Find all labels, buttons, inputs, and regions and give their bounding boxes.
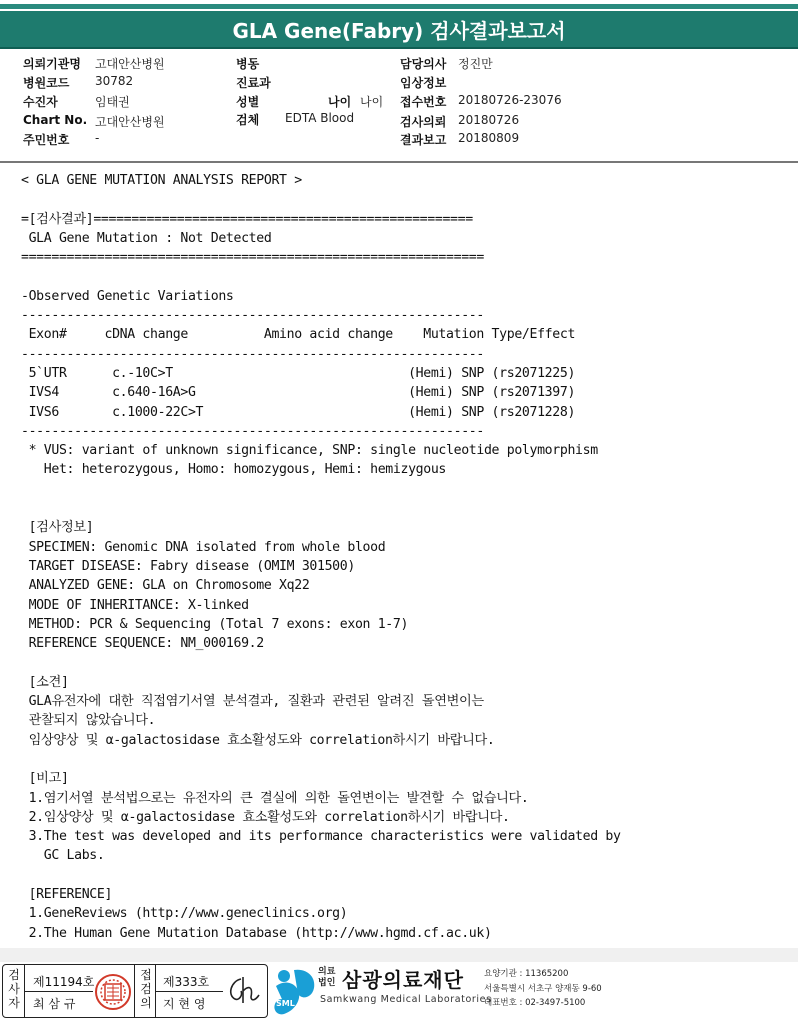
footer-band — [0, 948, 798, 962]
report-line: ============================================================= — [21, 250, 484, 266]
report-line: 관찰되지 않았습니다. — [21, 713, 156, 729]
org-contact — [484, 967, 602, 1011]
doctor-label: 담당의사 — [400, 57, 447, 71]
checker-license: 제333호 — [163, 975, 210, 989]
report-line — [21, 190, 781, 209]
report-line: SPECIMEN: Genomic DNA isolated from whole blood — [21, 539, 386, 555]
report-line — [21, 653, 781, 672]
report-line: 3.The test was developed and its performance characteristics were validated by — [21, 829, 621, 845]
request-date-value: 20180726 — [458, 113, 520, 127]
patient-value: 임태권 — [95, 95, 130, 109]
doctor-value: 정진만 — [458, 57, 493, 71]
examiner-name: 최 삼 규 — [33, 997, 76, 1011]
report-line: =[검사결과]================================================== — [21, 211, 473, 227]
top-accent-rule — [0, 4, 798, 9]
examiner-license: 제11194호 — [33, 975, 95, 989]
examiner-vertical-label: 검 사 자 — [8, 968, 20, 1010]
svg-text:SML: SML — [276, 999, 295, 1008]
title-underline — [0, 47, 798, 49]
report-line: MODE OF INHERITANCE: X-linked — [21, 597, 249, 613]
specimen-label: 검체 — [236, 113, 260, 127]
report-line: [검사정보] — [21, 520, 94, 536]
info-row — [0, 131, 798, 150]
sex-label: 성별 — [236, 95, 260, 109]
report-line: Het: heterozygous, Homo: homozygous, Hemi: hemizygous — [21, 462, 447, 478]
report-line — [21, 499, 781, 518]
request-date-label: 검사의뢰 — [400, 115, 447, 129]
report-date-label: 결과보고 — [400, 133, 447, 147]
report-line — [21, 480, 781, 499]
checker-vertical-label: 접 검 의 — [140, 968, 152, 1010]
org-english-name: Samkwang Medical Laboratories — [320, 994, 492, 1005]
report-line: ANALYZED GENE: GLA on Chromosome Xq22 — [21, 578, 310, 594]
specimen-value: EDTA Blood — [285, 111, 355, 125]
institution-label: 의뢰기관명 — [23, 57, 81, 71]
report-line: Exon# cDNA change Amino acid change Mutation Type/Effect — [21, 327, 576, 343]
checker-name: 지 현 영 — [163, 997, 206, 1011]
report-line: ------------------------------------------------------------- — [21, 308, 484, 324]
org-name: 삼광의료재단 — [342, 968, 464, 992]
report-line: [REFERENCE] — [21, 886, 113, 902]
chart-no-label: Chart No. — [23, 113, 88, 127]
report-line: -Observed Genetic Variations — [21, 288, 234, 304]
report-line: [소견] — [21, 674, 69, 690]
report-line: IVS6 c.1000-22C>T (Hemi) SNP (rs2071228) — [21, 404, 576, 420]
signature-box — [2, 964, 268, 1018]
org-phone: 대표번호 : 02-3497-5100 — [484, 998, 586, 1008]
ward-label: 병동 — [236, 57, 260, 71]
report-line: TARGET DISEASE: Fabry disease (OMIM 301500) — [21, 558, 355, 574]
report-line — [21, 267, 781, 286]
info-row — [0, 93, 798, 112]
org-address: 서울특별시 서초구 양재동 9-60 — [484, 983, 602, 994]
org-type-label: 의료 법인 — [318, 967, 336, 988]
report-line: IVS4 c.640-16A>G (Hemi) SNP (rs2071397) — [21, 385, 576, 401]
patient-info-panel — [0, 52, 798, 162]
checker-signature-icon — [223, 973, 263, 1009]
accession-label: 접수번호 — [400, 95, 447, 109]
report-line: GLA Gene Mutation : Not Detected — [21, 230, 272, 246]
report-line: 1.염기서열 분석법으로는 유전자의 큰 결실에 의한 돌연변이는 발견할 수 없습니다. — [21, 790, 529, 806]
info-divider — [0, 161, 798, 163]
clinical-info-label: 임상정보 — [400, 76, 447, 90]
report-title: GLA Gene(Fabry) 검사결과보고서 — [0, 11, 798, 47]
info-row — [0, 55, 798, 74]
resident-id-value: - — [95, 131, 100, 145]
hospital-code-label: 병원코드 — [23, 76, 70, 90]
report-body — [21, 171, 781, 943]
accession-value: 20180726-23076 — [458, 93, 562, 107]
report-line: GC Labs. — [21, 848, 105, 864]
institution-value: 고대안산병원 — [95, 57, 165, 71]
report-line: 5`UTR c.-10C>T (Hemi) SNP (rs2071225) — [21, 365, 576, 381]
report-line: * VUS: variant of unknown significance, SNP: single nucleotide polymorphism — [21, 443, 598, 459]
report-line: 1.GeneReviews (http://www.geneclinics.org) — [21, 906, 348, 922]
report-line: METHOD: PCR & Sequencing (Total 7 exons: exon 1-7) — [21, 616, 409, 632]
report-line: ------------------------------------------------------------- — [21, 423, 484, 439]
report-line: < GLA GENE MUTATION ANALYSIS REPORT > — [21, 173, 302, 188]
age-label: 나이 — [328, 95, 352, 109]
report-line: 임상양상 및 α-galactosidase 효소활성도와 correlation하시기 바랍니다. — [21, 732, 495, 748]
resident-id-label: 주민번호 — [23, 133, 70, 147]
report-line — [21, 866, 781, 885]
examiner-seal-icon — [94, 973, 132, 1011]
report-line: 2.임상양상 및 α-galactosidase 효소활성도와 correlation하시기 바랍니다. — [21, 809, 510, 825]
report-line: REFERENCE SEQUENCE: NM_000169.2 — [21, 636, 264, 652]
report-date-value: 20180809 — [458, 131, 520, 145]
info-row — [0, 113, 798, 132]
report-line: GLA유전자에 대한 직접염기서열 분석결과, 질환과 관련된 알려진 돌연변이는 — [21, 694, 484, 710]
report-line — [21, 750, 781, 769]
report-line: [비고] — [21, 771, 69, 787]
patient-label: 수진자 — [23, 95, 58, 109]
org-code: 요양기관 : 11365200 — [484, 969, 569, 979]
report-line: ------------------------------------------------------------- — [21, 346, 484, 362]
department-label: 진료과 — [236, 76, 271, 90]
chart-no-value: 고대안산병원 — [95, 115, 165, 129]
info-row — [0, 74, 798, 93]
hospital-code-value: 30782 — [95, 74, 134, 88]
age-value: 나이 — [360, 95, 384, 109]
report-line: 2.The Human Gene Mutation Database (http://www.hgmd.cf.ac.uk) — [21, 925, 492, 941]
